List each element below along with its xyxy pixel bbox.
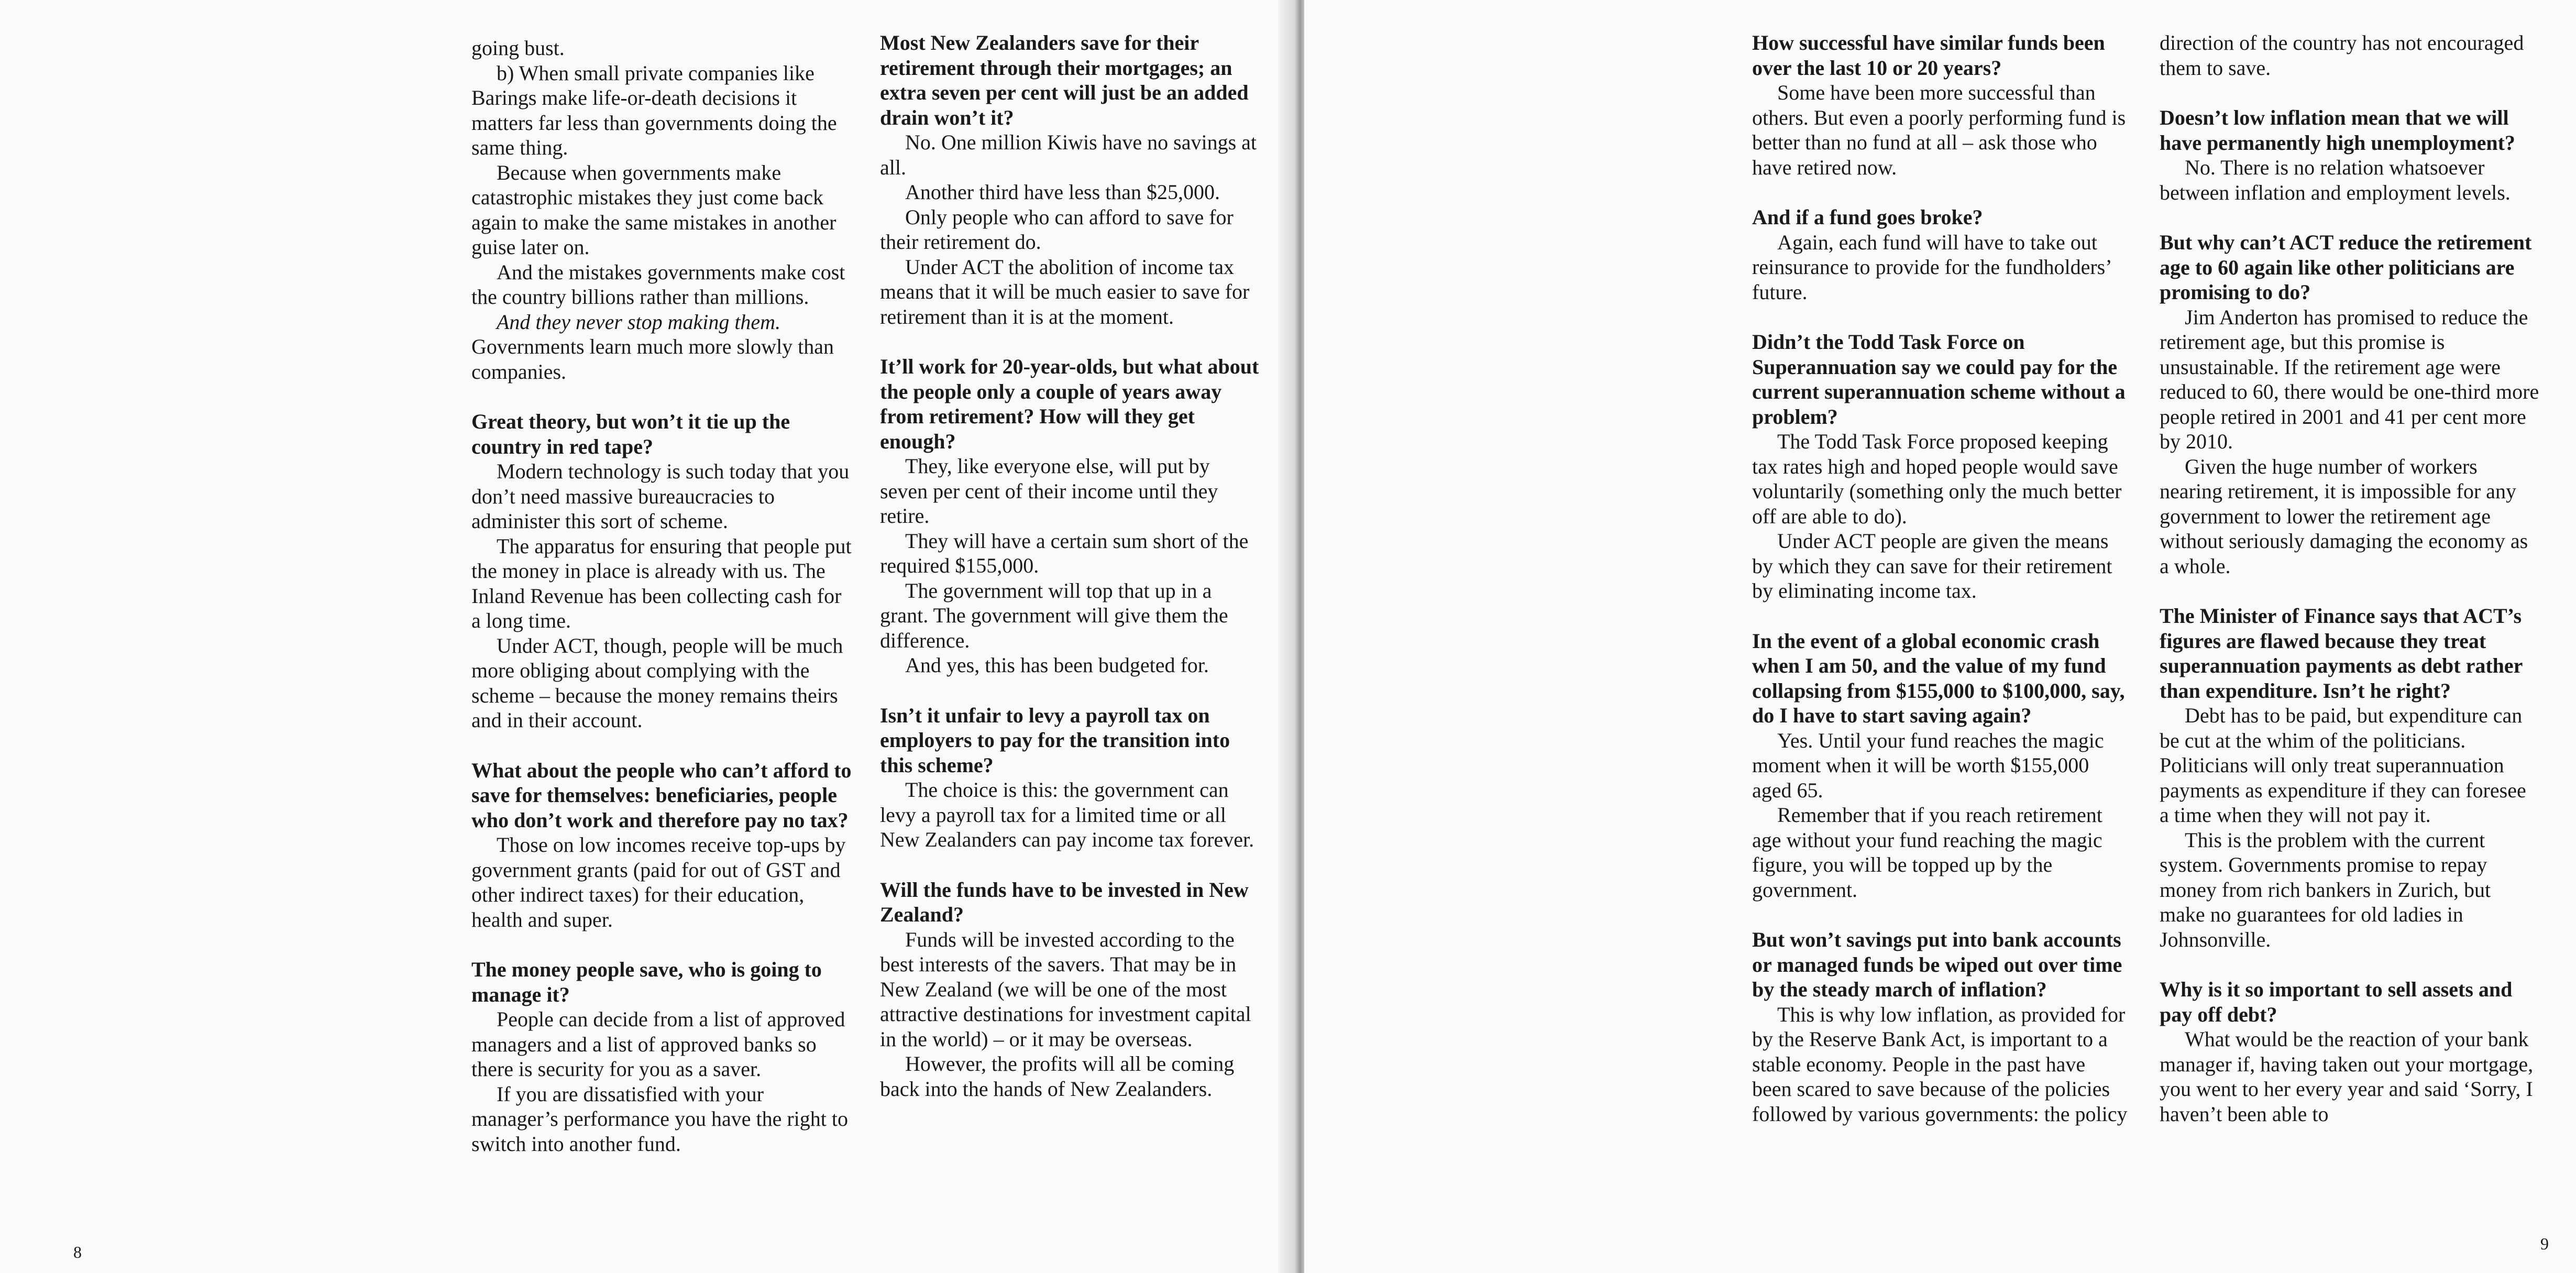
spacer: [1752, 603, 2129, 629]
body-paragraph: The choice is this: the government can levy a payroll tax for a limited time or all New Zealanders can pay income tax forever.: [880, 778, 1254, 851]
spacer: [880, 329, 1262, 354]
body-paragraph: Debt has to be paid, but expenditure can be cut at the whim of the politicians. Politicians will only treat superannuation payments as expenditure if they can foresee a time when they will not pay it.: [2160, 704, 2526, 827]
body-paragraph: What would be the reaction of your bank manager if, having taken out your mortgage, you went to her every year and said ‘Sorry, I haven’t been able to: [2160, 1027, 2534, 1126]
page-number-left: 8: [73, 1243, 82, 1261]
left-column-1: [471, 36, 854, 1156]
spacer: [1752, 180, 2129, 205]
body-paragraph: No. One million Kiwis have no savings at all.: [880, 130, 1257, 179]
question-heading: It’ll work for 20-year-olds, but what about the people only a couple of years away from retirement? How will they get enough?: [880, 355, 1259, 453]
spacer: [880, 852, 1262, 877]
spacer: [2160, 578, 2539, 603]
question-heading: The Minister of Finance says that ACT’s figures are flawed because they treat superannuation payments as debt rather than expenditure. Isn’t he right?: [2160, 604, 2523, 703]
body-paragraph: Under ACT the abolition of income tax means that it will be much easier to save for retirement than it is at the moment.: [880, 255, 1250, 328]
question-heading: And if a fund goes broke?: [1752, 205, 1983, 229]
right-column-2: [2160, 30, 2539, 1126]
body-paragraph: Modern technology is such today that you don’t need massive bureaucracies to administer this sort of scheme.: [471, 459, 850, 533]
page-number-right: 9: [2540, 1234, 2549, 1253]
body-paragraph: People can decide from a list of approved managers and a list of approved banks so there is security for you as a saver.: [471, 1007, 845, 1081]
body-paragraph: Under ACT people are given the means by which they can save for their retirement by eliminating income tax.: [1752, 529, 2112, 602]
spacer: [471, 384, 854, 409]
spacer: [471, 733, 854, 758]
body-paragraph: No. There is no relation whatsoever between inflation and employment levels.: [2160, 156, 2511, 204]
body-paragraph: This is why low inflation, as provided for by the Reserve Bank Act, is important to a stable economy. People in the past have been scared to save because of the policies followed by various governments: the policy: [1752, 1002, 2128, 1126]
spacer: [2160, 80, 2539, 105]
body-paragraph: Under ACT, though, people will be much more obliging about complying with the scheme – because the money remains theirs and in their account.: [471, 633, 843, 732]
right-column-1: [1752, 30, 2129, 1126]
question-heading: Will the funds have to be invested in New Zealand?: [880, 877, 1249, 926]
body-paragraph: Jim Anderton has promised to reduce the retirement age, but this promise is unsustainable. If the retirement age were reduced to 60, there would be one-third more people retired in 2001 and 41 per cent more by 2010.: [2160, 305, 2539, 453]
body-paragraph: Given the huge number of workers nearing retirement, it is impossible for any government to lower the retirement age without seriously damaging the economy as a whole.: [2160, 454, 2528, 578]
question-heading: Most New Zealanders save for their retirement through their mortgages; an extra seven per cent will just be an added drain won’t it?: [880, 31, 1249, 129]
spacer: [2160, 952, 2539, 977]
paragraph-text: Governments learn much more slowly than companies.: [471, 335, 834, 383]
body-paragraph: The Todd Task Force proposed keeping tax rates high and hoped people would save voluntarily (something only the much better off are able to do).: [1752, 430, 2122, 528]
question-heading: Didn’t the Todd Task Force on Superannuation say we could pay for the current superannuation scheme without a problem?: [1752, 330, 2126, 429]
body-paragraph: [471, 310, 854, 385]
body-paragraph: And yes, this has been budgeted for.: [905, 653, 1209, 677]
right-page: [1304, 0, 2576, 1273]
body-paragraph: Only people who can afford to save for their retirement do.: [880, 205, 1234, 254]
body-paragraph: Funds will be invested according to the best interests of the savers. That may be in New Zealand (we will be one of the most attractive destinations for investment capital in the world) – or it may be overseas.: [880, 927, 1251, 1051]
spacer: [2160, 205, 2539, 230]
body-paragraph: The apparatus for ensuring that people put the money in place is already with us. The Inland Revenue has been collecting cash for a long time.: [471, 534, 852, 632]
spacer: [1752, 902, 2129, 927]
question-heading: Great theory, but won’t it tie up the country in red tape?: [471, 410, 790, 458]
question-heading: But won’t savings put into bank accounts or managed funds be wiped out over time by the steady march of inflation?: [1752, 928, 2122, 1001]
question-heading: How successful have similar funds been over the last 10 or 20 years?: [1752, 31, 2105, 80]
body-paragraph: However, the profits will all be coming back into the hands of New Zealanders.: [880, 1052, 1235, 1101]
italic-lead: And they never stop making them.: [497, 310, 781, 334]
question-heading: But why can’t ACT reduce the retirement age to 60 again like other politicians are promising to do?: [2160, 231, 2532, 304]
body-paragraph: If you are dissatisfied with your manager’s performance you have the right to switch into another fund.: [471, 1082, 848, 1156]
question-heading: The money people save, who is going to manage it?: [471, 958, 822, 1006]
body-paragraph: Those on low incomes receive top-ups by government grants (paid for out of GST and other indirect taxes) for their education, health and super.: [471, 833, 846, 931]
question-heading: Why is it so important to sell assets and pay off debt?: [2160, 978, 2513, 1026]
body-paragraph: The government will top that up in a grant. The government will give them the difference.: [880, 578, 1228, 652]
body-paragraph: Again, each fund will have to take out reinsurance to provide for the fundholders’ future.: [1752, 230, 2111, 304]
body-paragraph: They, like everyone else, will put by seven per cent of their income until they retire.: [880, 454, 1218, 528]
spacer: [880, 678, 1262, 703]
body-paragraph: going bust.: [471, 36, 565, 60]
question-heading: In the event of a global economic crash when I am 50, and the value of my fund collapsing from $155,000 to $100,000, say, do I have to start saving again?: [1752, 629, 2125, 727]
spacer: [1752, 304, 2129, 330]
body-paragraph: Because when governments make catastrophic mistakes they just come back again to make the same mistakes in another guise later on.: [471, 160, 836, 259]
body-paragraph: Remember that if you reach retirement age without your fund reaching the magic figure, you will be topped up by the government.: [1752, 803, 2102, 902]
question-heading: What about the people who can’t afford to save for themselves: beneficiaries, people who don’t work and therefore pay no tax?: [471, 758, 852, 832]
body-paragraph: Another third have less than $25,000.: [905, 180, 1220, 204]
spacer: [471, 932, 854, 957]
body-paragraph: And the mistakes governments make cost the country billions rather than millions.: [471, 260, 845, 309]
question-heading: Isn’t it unfair to levy a payroll tax on employers to pay for the transition into this scheme?: [880, 703, 1230, 777]
body-paragraph: Some have been more successful than others. But even a poorly performing fund is better than no fund at all – ask those who have retired now.: [1752, 81, 2126, 179]
body-paragraph: Yes. Until your fund reaches the magic moment when it will be worth $155,000 aged 65.: [1752, 728, 2104, 802]
body-paragraph: direction of the country has not encouraged them to save.: [2160, 31, 2524, 80]
left-column-2: [880, 30, 1262, 1101]
body-paragraph: b) When small private companies like Barings make life-or-death decisions it matters far less than governments doing the same thing.: [471, 61, 837, 159]
body-paragraph: This is the problem with the current system. Governments promise to repay money from rich bankers in Zurich, but make no guarantees for old ladies in Johnsonville.: [2160, 828, 2491, 951]
body-paragraph: They will have a certain sum short of the required $155,000.: [880, 529, 1249, 577]
question-heading: Doesn’t low inflation mean that we will have permanently high unemployment?: [2160, 106, 2515, 155]
